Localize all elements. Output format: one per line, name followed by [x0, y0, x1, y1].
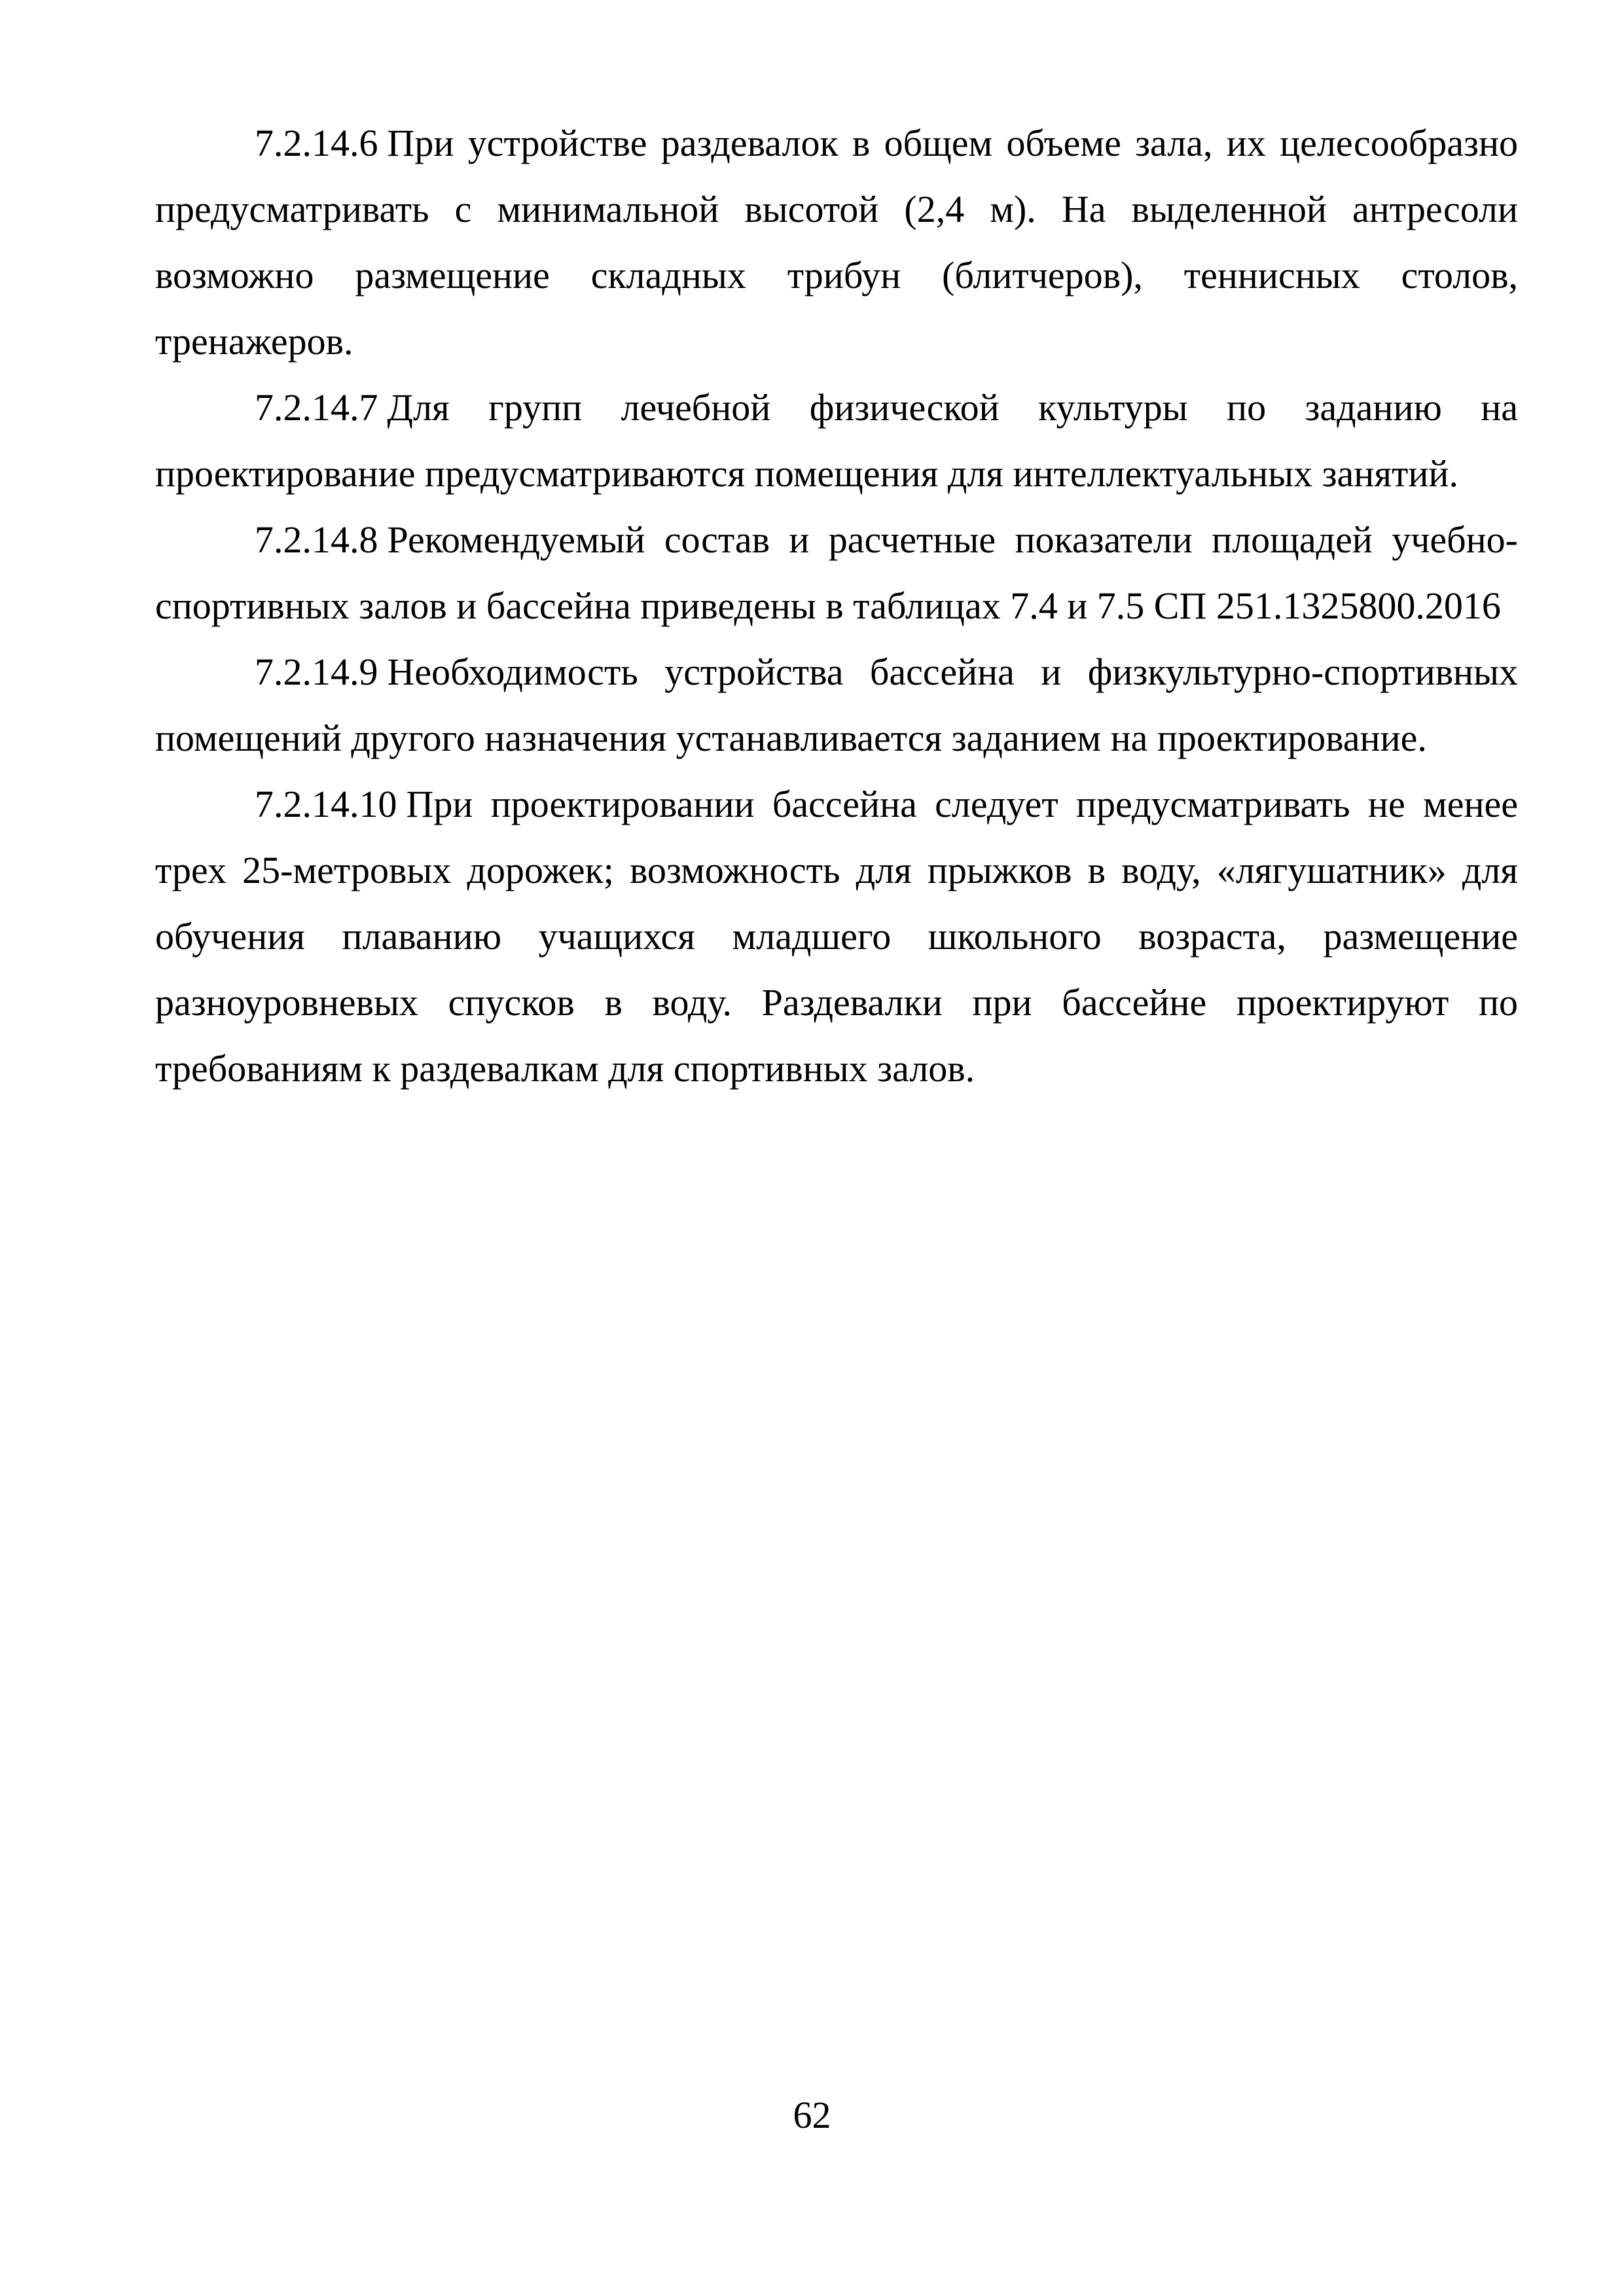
paragraph-7-2-14-7: [155, 374, 1518, 507]
paragraph-text: Необходимость устройства бассейна и физкультурно-спортивных помещений другого назначения устанавливается заданием на проектирование.: [155, 651, 1518, 759]
page-number: 62: [793, 2094, 831, 2136]
page-body: [155, 110, 1518, 1102]
paragraph-text: При проектировании бассейна следует предусматривать не менее трех 25-метровых дорожек; возможность для прыжков в воду, «лягушатник» для обучения плаванию учащихся младшего школьного возраста, размещение разноуровневых спусков в воду. Раздевалки при бассейне проектируют по требованиям к раздевалкам для спортивных залов.: [155, 783, 1518, 1090]
paragraph-number: 7.2.14.9: [255, 651, 378, 693]
paragraph-7-2-14-8: [155, 507, 1518, 639]
paragraph-7-2-14-9: [155, 639, 1518, 771]
paragraph-7-2-14-10: [155, 771, 1518, 1102]
paragraph-number: 7.2.14.10: [255, 783, 397, 825]
paragraph-number: 7.2.14.7: [255, 386, 378, 429]
paragraph-text: При устройстве раздевалок в общем объеме зала, их целесообразно предусматривать с минимальной высотой (2,4 м). На выделенной антресоли возможно размещение складных трибун (блитчеров), теннисных столов, тренажеров.: [155, 122, 1518, 363]
paragraph-text: Для групп лечебной физической культуры по заданию на проектирование предусматриваются помещения для интеллектуальных занятий.: [155, 386, 1518, 495]
paragraph-number: 7.2.14.8: [255, 518, 378, 561]
paragraph-text: Рекомендуемый состав и расчетные показатели площадей учебно-спортивных залов и бассейна приведены в таблицах 7.4 и 7.5 СП 251.1325800.2016: [155, 518, 1518, 627]
paragraph-number: 7.2.14.6: [255, 122, 378, 164]
paragraph-7-2-14-6: [155, 110, 1518, 374]
